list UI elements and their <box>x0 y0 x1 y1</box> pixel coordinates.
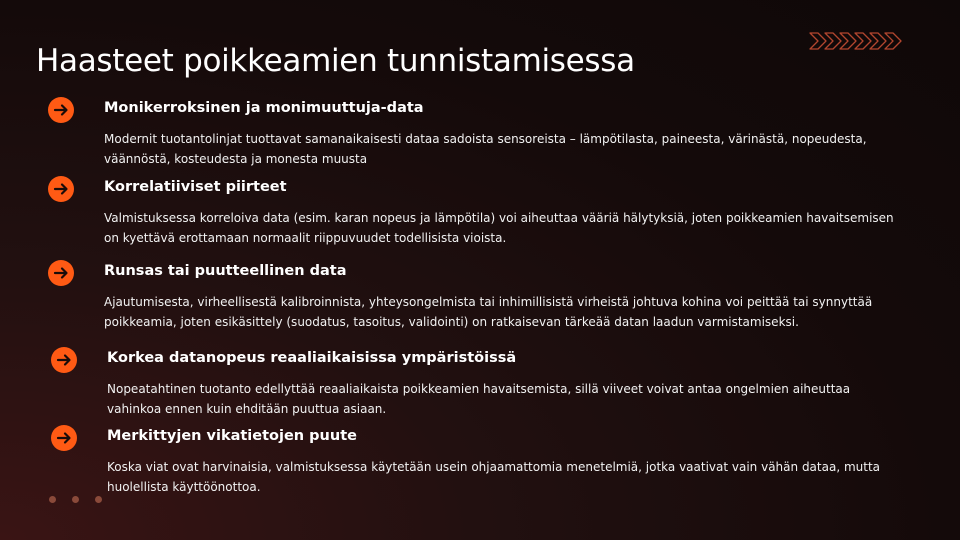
dot-icon <box>49 496 56 503</box>
challenge-title: Merkittyjen vikatietojen puute <box>107 428 357 444</box>
arrow-right-icon <box>51 425 77 451</box>
arrow-right-icon <box>48 260 74 286</box>
pagination-dots <box>49 496 102 503</box>
challenge-description: Nopeatahtinen tuotanto edellyttää reaaliaikaista poikkeamien havaitsemista, sillä viiveet voivat antaa ongelmien aiheuttaa vahinkoa ennen kuin ehditään puuttua asiaan. <box>107 382 851 416</box>
challenge-title: Runsas tai puutteellinen data <box>104 263 347 279</box>
arrow-right-icon <box>48 97 74 123</box>
challenge-description: Koska viat ovat harvinaisia, valmistuksessa käytetään usein ohjaamattomia menetelmiä, jotka vaativat vain vähän dataa, mutta huolellista käyttöönottoa. <box>107 460 881 494</box>
challenge-title: Monikerroksinen ja monimuuttuja-data <box>104 100 424 116</box>
challenge-description: Valmistuksessa korreloiva data (esim. karan nopeus ja lämpötila) voi aiheuttaa vääriä hälytyksiä, joten poikkeamien havaitsemisen on kyettävä erottamaan normaalit riippuvuudet todellisista vioista. <box>104 211 894 245</box>
arrow-right-icon <box>48 176 74 202</box>
challenge-description: Ajautumisesta, virheellisestä kalibroinnista, yhteysongelmista tai inhimillisistä virheistä johtuva kohina voi peittää tai synnyttää poikkeamia, joten esikäsittely (suodatus, tasoitus, validointi) on ratkaisevan tärkeää datan laadun varmistamiseksi. <box>104 295 873 329</box>
dot-icon <box>72 496 79 503</box>
challenge-description: Modernit tuotantolinjat tuottavat samanaikaisesti dataa sadoista sensoreista – lämpötilasta, paineesta, värinästä, nopeudesta, väännöstä, kosteudesta ja monesta muusta <box>104 132 867 166</box>
slide-title: Haasteet poikkeamien tunnistamisessa <box>36 42 635 79</box>
dot-icon <box>95 496 102 503</box>
chevron-arrows-icon <box>808 31 904 51</box>
arrow-right-icon <box>51 347 77 373</box>
challenge-title: Korrelatiiviset piirteet <box>104 179 287 195</box>
challenge-title: Korkea datanopeus reaaliaikaisissa ympäristöissä <box>107 350 517 366</box>
